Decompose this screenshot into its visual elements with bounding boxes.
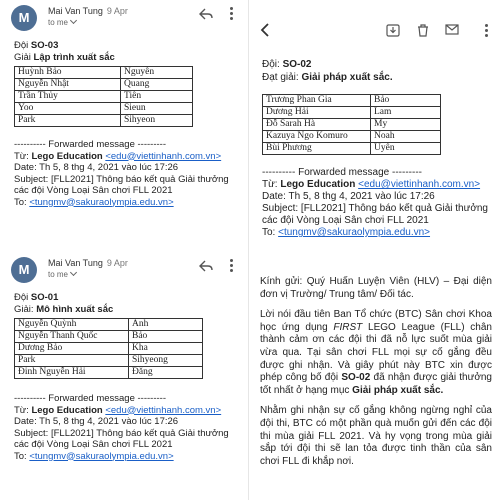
to-email-link[interactable]: <tungmv@sakuraolympia.edu.vn> — [278, 227, 431, 238]
member-surname-cell: Trương Phan Gia — [263, 95, 371, 107]
chevron-down-icon — [70, 269, 77, 276]
member-given-name-cell: Lam — [371, 107, 441, 119]
to-email-link[interactable]: <tungmv@sakuraolympia.edu.vn> — [29, 196, 174, 208]
table-row — [15, 355, 203, 367]
prize-name: Giải pháp xuất sắc. — [301, 72, 393, 83]
letter-greeting: Kính gửi: Quý Huấn Luyện Viên (HLV) – Đại diện đơn vị Trường/ Trung tâm/ Đối tác. — [260, 276, 492, 300]
member-given-name-cell: Anh — [129, 319, 203, 331]
prize-line: Giải: Mô hình xuất sắc — [14, 304, 114, 315]
member-surname-cell: Nguyễn Nhật — [15, 79, 121, 91]
reply-icon[interactable] — [199, 260, 213, 272]
email-card-so03 — [0, 0, 245, 245]
from-email-link[interactable]: <edu@viettinhanh.com.vn> — [105, 150, 222, 162]
forwarded-separator: ---------- Forwarded message --------- — [14, 393, 166, 404]
team-id: SO-02 — [282, 59, 312, 70]
email-body — [14, 292, 245, 462]
table-row — [15, 319, 203, 331]
member-given-name-cell: Đăng — [129, 367, 203, 379]
message-toolbar — [252, 18, 500, 42]
forwarded-block — [262, 167, 500, 239]
team-line: Đội SO-03 — [14, 40, 59, 51]
avatar[interactable]: M — [11, 5, 37, 31]
email-card-so01 — [0, 248, 245, 500]
member-surname-cell: Nguyễn Thanh Quốc — [15, 331, 129, 343]
member-surname-cell: Đỗ Sarah Hà — [263, 119, 371, 131]
table-row — [15, 103, 193, 115]
recipient-label: to me — [48, 270, 69, 279]
member-given-name-cell: My — [371, 119, 441, 131]
more-options-icon[interactable] — [230, 258, 234, 274]
member-surname-cell: Nguyễn Quỳnh — [15, 319, 129, 331]
from-email-link[interactable]: <edu@viettinhanh.com.vn> — [358, 179, 481, 190]
forwarded-block — [14, 139, 245, 208]
subject-line: Subject: [FLL2021] Thông báo kết quả Giải thưởng các đội Vòng Loại Sân chơi FLL 2021 — [14, 173, 229, 196]
table-row — [15, 67, 193, 79]
forwarded-block — [14, 393, 245, 462]
team-id: SO-01 — [30, 292, 59, 303]
member-surname-cell: Huỳnh Bảo — [15, 67, 121, 79]
sender-line — [48, 6, 128, 16]
date-line: Date: Th 5, 8 thg 4, 2021 vào lúc 17:26 — [14, 416, 179, 427]
table-row — [15, 115, 193, 127]
sender-name[interactable]: Mai Van Tung — [48, 258, 103, 268]
email-header — [0, 0, 245, 34]
member-given-name-cell: Bảo — [371, 95, 441, 107]
to-line: To: <tungmv@sakuraolympia.edu.vn> — [262, 227, 431, 238]
mail-icon[interactable] — [445, 24, 459, 35]
to-line: To: <tungmv@sakuraolympia.edu.vn> — [14, 450, 174, 462]
table-row — [263, 95, 441, 107]
member-given-name-cell: Sieun — [121, 103, 193, 115]
table-row — [263, 107, 441, 119]
members-table — [14, 66, 193, 127]
letter-paragraph-2: Nhằm ghi nhận sự cố gắng không ngừng nghỉ của đội thi, BTC có một phần quà muốn gửi đến các đội thi mùa giải FLL 2021. Và hy vọng trong mùa giải sắp tới đội thi sẽ lan tỏa được tinh thần của sân chơi FLL đi khắp nơi. — [260, 405, 492, 467]
table-row — [15, 331, 203, 343]
sender-line — [48, 258, 128, 268]
member-surname-cell: Park — [15, 355, 129, 367]
forwarded-separator: ---------- Forwarded message --------- — [14, 139, 166, 150]
recipient-toggle[interactable] — [48, 18, 76, 27]
column-divider — [248, 0, 249, 500]
avatar[interactable]: M — [11, 257, 37, 283]
recipient-label: to me — [48, 18, 69, 27]
from-line: Từ: Lego Education <edu@viettinhanh.com.vn> — [14, 404, 222, 416]
more-options-icon[interactable] — [230, 6, 234, 22]
email-body — [262, 58, 500, 239]
from-line: Từ: Lego Education <edu@viettinhanh.com.vn> — [14, 150, 222, 162]
member-surname-cell: Park — [15, 115, 121, 127]
team-line: Đội SO-01 — [14, 292, 59, 303]
date-line: Date: Th 5, 8 thg 4, 2021 vào lúc 17:26 — [262, 191, 435, 202]
table-row — [15, 91, 193, 103]
members-table — [262, 94, 441, 155]
archive-icon[interactable] — [386, 24, 400, 37]
back-arrow-icon[interactable] — [260, 23, 270, 37]
table-row — [263, 143, 441, 155]
subject-line: Subject: [FLL2021] Thông báo kết quả Giải thưởng các đội Vòng Loại Sân chơi FLL 2021 — [14, 427, 229, 450]
letter-paragraph-1: Lời nói đầu tiên Ban Tổ chức (BTC) Sân chơi Khoa học ứng dụng FIRST LEGO League (FLL) chân thành cảm ơn các đội thi đã nỗ lực suốt mùa giải vừa qua. Tại sân chơi FLL mọi sự cố gắng đều được ghi nhận. Và giây phút này BTC xin được phép công bố đội SO-02 đã nhận được giải thưởng tốt nhất ở hạng mục Giải pháp xuất sắc. — [260, 309, 492, 396]
member-surname-cell: Dương Hải — [263, 107, 371, 119]
delete-icon[interactable] — [417, 24, 429, 37]
member-given-name-cell: Bảo — [129, 331, 203, 343]
email-body — [14, 40, 245, 208]
sender-name[interactable]: Mai Van Tung — [48, 6, 103, 16]
more-options-icon[interactable] — [485, 23, 489, 39]
table-row — [15, 343, 203, 355]
email-date: 9 Apr — [106, 6, 128, 16]
team-line: Đội: SO-02 — [262, 59, 312, 70]
table-row — [15, 79, 193, 91]
member-given-name-cell: Tiên — [121, 91, 193, 103]
subject-line: Subject: [FLL2021] Thông báo kết quả Giải thưởng các đội Vòng Loại Sân chơi FLL 2021 — [262, 203, 488, 226]
members-table — [14, 318, 203, 379]
member-surname-cell: Kazuya Ngo Komuro — [263, 131, 371, 143]
member-surname-cell: Dương Bảo — [15, 343, 129, 355]
member-given-name-cell: Sihyeong — [129, 355, 203, 367]
member-surname-cell: Bùi Phương — [263, 143, 371, 155]
member-given-name-cell: Nguyên — [121, 67, 193, 79]
reply-icon[interactable] — [199, 8, 213, 20]
member-given-name-cell: Sihyeon — [121, 115, 193, 127]
prize-name: Lập trình xuất sắc — [33, 52, 115, 63]
member-given-name-cell: Kha — [129, 343, 203, 355]
prize-line: Đạt giải: Giải pháp xuất sắc. — [262, 72, 393, 83]
award-letter — [260, 276, 492, 476]
table-row — [15, 367, 203, 379]
email-date: 9 Apr — [106, 258, 128, 268]
chevron-down-icon — [70, 17, 77, 24]
recipient-toggle[interactable] — [48, 270, 76, 279]
date-line: Date: Th 5, 8 thg 4, 2021 vào lúc 17:26 — [14, 162, 179, 173]
from-email-link[interactable]: <edu@viettinhanh.com.vn> — [105, 404, 222, 416]
to-line: To: <tungmv@sakuraolympia.edu.vn> — [14, 196, 174, 208]
member-surname-cell: Đinh Nguyễn Hải — [15, 367, 129, 379]
member-surname-cell: Yoo — [15, 103, 121, 115]
prize-line: Giải Lập trình xuất sắc — [14, 52, 115, 63]
table-row — [263, 119, 441, 131]
member-surname-cell: Trần Thủy — [15, 91, 121, 103]
email-card-so02 — [252, 0, 500, 262]
member-given-name-cell: Quang — [121, 79, 193, 91]
forwarded-separator: ---------- Forwarded message --------- — [262, 167, 422, 178]
table-row — [263, 131, 441, 143]
team-id: SO-03 — [30, 40, 59, 51]
email-header — [0, 252, 245, 286]
member-given-name-cell: Uyên — [371, 143, 441, 155]
to-email-link[interactable]: <tungmv@sakuraolympia.edu.vn> — [29, 450, 174, 462]
from-line: Từ: Lego Education <edu@viettinhanh.com.vn> — [262, 179, 481, 190]
prize-name: Mô hình xuất sắc — [36, 304, 114, 315]
member-given-name-cell: Noah — [371, 131, 441, 143]
